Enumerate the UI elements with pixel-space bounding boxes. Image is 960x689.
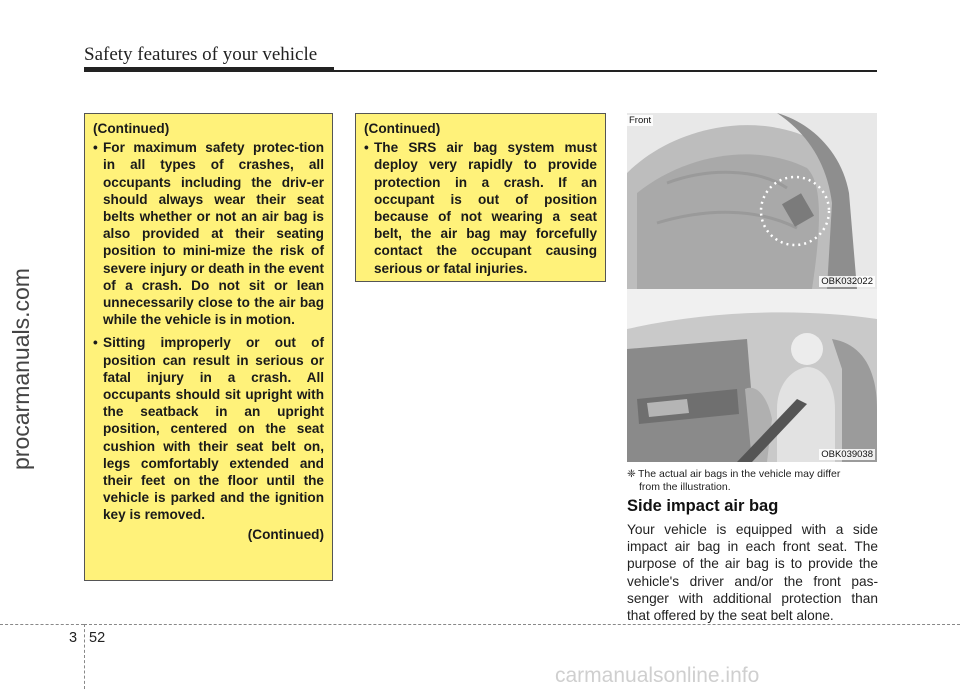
footer-rule-vertical	[84, 624, 85, 689]
page-number: 52	[89, 630, 106, 646]
footer-rule-left	[0, 624, 84, 625]
illustration-note	[627, 468, 879, 494]
section-body-text: Your vehicle is equipped with a side impact air bag in each front seat. The purpose of the air bag is to provide the vehicle's driver and/or the front pas-senger with additional protection than that offered by the seat belt alone.	[627, 522, 878, 624]
image-code-label: OBK032022	[821, 276, 873, 287]
image-code-label: OBK039038	[821, 449, 873, 460]
note-line-1: The actual air bags in the vehicle may differ	[638, 468, 841, 480]
section-title: Side impact air bag	[627, 497, 779, 515]
note-asterisk-icon: ❈	[627, 468, 636, 480]
bullet-text: Sitting improperly or out of position can result in serious or fatal injury in a crash. All occupants should sit upright with the seatback in an upright position, centered on the seat cushion with their seat belt on, legs comfortably extended and their feet on the floor until the vehicle is parked and the ignition key is removed.	[103, 335, 324, 523]
cabin-airbag-illustration	[627, 289, 877, 462]
note-line-2: from the illustration.	[639, 481, 731, 493]
continued-label-bottom: (Continued)	[247, 526, 324, 542]
bullet-text: For maximum safety protec-tion in all types of crashes, all occupants including the driv-er should always wear their seat belts whether or not an air bag is also provided at their seating position to mini-mize the risk of severe injury or death in the event of a crash. Do not sit or lean unnecessarily close to the air bag while the vehicle is in motion.	[103, 140, 324, 328]
warning-box-middle	[355, 113, 606, 282]
continued-label-top: (Continued)	[364, 121, 441, 136]
cabin-illustration-icon	[627, 289, 877, 462]
bullet-dot-icon: •	[364, 140, 369, 156]
warning-box-left	[84, 113, 333, 581]
bullet-dot-icon: •	[93, 140, 98, 156]
chapter-number: 3	[69, 630, 78, 646]
bullet-item	[93, 139, 324, 328]
seat-illustration-icon	[627, 113, 877, 289]
front-label: Front	[629, 115, 652, 126]
bullet-dot-icon: •	[93, 335, 98, 351]
bullet-item	[364, 139, 597, 277]
footer-rule-right	[84, 624, 960, 625]
bullet-text: The SRS air bag system must deploy very rapidly to provide protection in a crash. If an occupant is out of position because of not wearing a seat belt, the air bag may forcefully contact the occupant causing serious or fatal injuries.	[374, 140, 597, 276]
watermark-side: procarmanuals.com	[8, 268, 34, 470]
header-rule-thick	[84, 67, 334, 72]
continued-label-top: (Continued)	[93, 121, 170, 136]
bullet-item	[93, 334, 324, 523]
page-header-title: Safety features of your vehicle	[84, 44, 318, 65]
seat-airbag-illustration	[627, 113, 877, 289]
watermark-bottom: carmanualsonline.info	[555, 664, 760, 687]
header-rule-thin	[334, 70, 877, 72]
